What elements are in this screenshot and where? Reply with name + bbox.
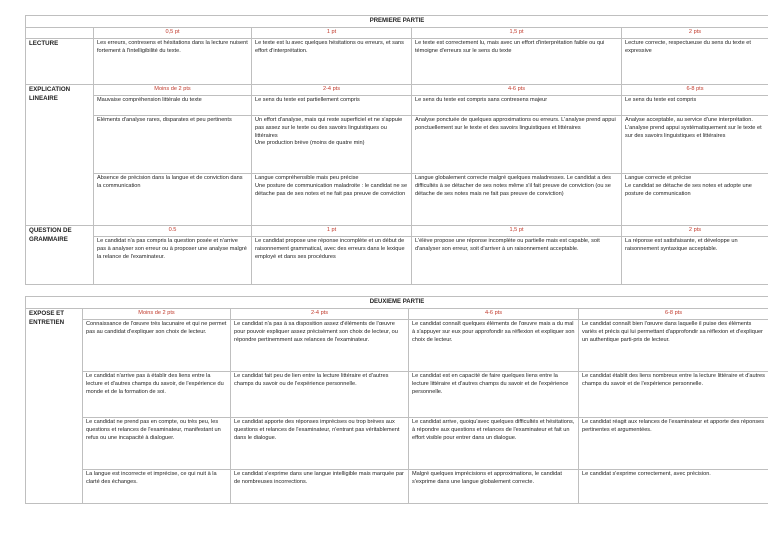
descriptor-cell: Le candidat propose une réponse incomplète et un début de raisonnement grammatical, avec des erreurs dans le lexique employé et dans ses procédures xyxy=(252,237,412,285)
descriptor-cell: Eléments d'analyse rares, disparates et peu pertinents xyxy=(94,116,252,174)
descriptor-cell: Analyse acceptable, au service d'une interprétation. L'analyse prend appui systématiquement sur le texte et sur des savoirs linguistiques et littéraires xyxy=(622,116,768,174)
descriptor-cell: Connaissance de l'œuvre très lacunaire et qui ne permet pas au candidat d'expliquer son choix de lecteur. xyxy=(83,320,231,372)
points-cell: 1 pt xyxy=(252,226,412,237)
descriptor-cell: Analyse ponctuée de quelques approximations ou erreurs. L'analyse prend appui ponctuellement sur le texte et des savoirs linguistiques et littéraires xyxy=(412,116,622,174)
points-cell: 0,5 pt xyxy=(94,28,252,39)
descriptor-cell: Le texte est lu avec quelques hésitations ou erreurs, et sans effort d'interprétation. xyxy=(252,39,412,85)
descriptor-cell: L'élève propose une réponse incomplète ou partielle mais est capable, soit d'analyser son erreur, soit d'arriver à un raisonnement acceptable. xyxy=(412,237,622,285)
points-cell: 1,5 pt xyxy=(412,28,622,39)
part2-title: DEUXIEME PARTIE xyxy=(26,297,768,309)
points-cell: 6-8 pts xyxy=(579,309,768,320)
descriptor-cell: Le candidat n'a pas compris la question posée et n'arrive pas à analyser son erreur ou à proposer une analyse malgré la relance de l'examinateur. xyxy=(94,237,252,285)
descriptor-cell: Le sens du texte est compris xyxy=(622,96,768,116)
points-cell: 1 pt xyxy=(252,28,412,39)
points-cell: 2 pts xyxy=(622,226,768,237)
descriptor-cell: Le candidat n'a pas à sa disposition assez d'éléments de l'œuvre pour pouvoir expliquer assez précisément son choix de lecteur, ou répondre pertinemment aux relances de l'examinateur. xyxy=(231,320,409,372)
descriptor-cell: Le candidat apporte des réponses imprécises ou trop brèves aux questions et relances de l'examinateur, n'entrant pas véritablement dans le dialogue. xyxy=(231,418,409,470)
descriptor-cell: Le candidat arrive, quoiqu'avec quelques difficultés et hésitations, à répondre aux questions et relances de l'examinateur et fait un effort visible pour entrer dans un dialogue. xyxy=(409,418,579,470)
descriptor-cell: Le candidat est en capacité de faire quelques liens entre la lecture littéraire et d'autres champs du savoir et de l'expérience personnelle. xyxy=(409,372,579,418)
descriptor-cell: Le candidat s'exprime correctement, avec précision. xyxy=(579,470,768,504)
descriptor-cell: Les erreurs, contresens et hésitations dans la lecture nuisent fortement à l'intelligibilité du texte. xyxy=(94,39,252,85)
descriptor-cell: Le candidat réagit aux relances de l'examinateur et apporte des réponses pertinentes et argumentées. xyxy=(579,418,768,470)
descriptor-cell: Le candidat n'arrive pas à établir des liens entre la lecture et d'autres champs du savoir, de l'expérience du monde et de la formation de soi. xyxy=(83,372,231,418)
points-cell: Moins de 2 pts xyxy=(94,85,252,96)
descriptor-cell: Le candidat établit des liens nombreux entre la lecture littéraire et d'autres champs du savoir et de l'expérience personnelle. xyxy=(579,372,768,418)
descriptor-cell: La réponse est satisfaisante, et développe un raisonnement syntaxique acceptable. xyxy=(622,237,768,285)
points-cell: 0.5 xyxy=(94,226,252,237)
part1-title: PREMIERE PARTIE xyxy=(26,16,768,28)
descriptor-cell: Le sens du texte est compris sans contresens majeur xyxy=(412,96,622,116)
descriptor-cell: Le candidat fait peu de lien entre la lecture littéraire et d'autres champs du savoir ou de l'expérience personnelle. xyxy=(231,372,409,418)
descriptor-cell: Lecture correcte, respectueuse du sens du texte et expressive xyxy=(622,39,768,85)
criterion-explication: EXPLICATION LINEAIRE xyxy=(26,85,94,226)
descriptor-cell: Un effort d'analyse, mais qui reste superficiel et ne s'appuie pas assez sur le texte ou des savoirs linguistiques ou littéraires Une production brève (moins de quatre min) xyxy=(252,116,412,174)
points-cell: 4-6 pts xyxy=(412,85,622,96)
descriptor-cell: Langue correcte et précise Le candidat se détache de ses notes et adopte une posture de communication xyxy=(622,174,768,226)
descriptor-cell: Malgré quelques imprécisions et approximations, le candidat s'exprime dans une langue globalement correcte. xyxy=(409,470,579,504)
descriptor-cell: Absence de précision dans la langue et de conviction dans la communication xyxy=(94,174,252,226)
points-cell: 2-4 pts xyxy=(231,309,409,320)
criterion-grammaire: QUESTION DE GRAMMAIRE xyxy=(26,226,94,285)
descriptor-cell: Langue compréhensible mais peu précise Une posture de communication maladroite : le candidat ne se détache pas de ses notes et ne fait pas preuve de conviction xyxy=(252,174,412,226)
descriptor-cell: Le candidat connaît quelques éléments de l'œuvre mais a du mal à s'appuyer sur eux pour approfondir sa réflexion et expliquer son choix de lecteur. xyxy=(409,320,579,372)
points-cell: 2 pts xyxy=(622,28,768,39)
points-cell: Moins de 2 pts xyxy=(83,309,231,320)
points-cell: 4-6 pts xyxy=(409,309,579,320)
part1-grid xyxy=(25,15,768,285)
descriptor-cell: Le texte est correctement lu, mais avec un effort d'interprétation faible ou qui témoigne d'erreurs sur le sens du texte xyxy=(412,39,622,85)
descriptor-cell: Mauvaise compréhension littérale du texte xyxy=(94,96,252,116)
criterion-expose: EXPOSE ET ENTRETIEN xyxy=(26,309,83,504)
points-cell: 1,5 pt xyxy=(412,226,622,237)
descriptor-cell: Le candidat ne prend pas en compte, ou très peu, les questions et relances de l'examinateur, manifestant un refus ou une incapacité à dialoguer. xyxy=(83,418,231,470)
points-cell: 2-4 pts xyxy=(252,85,412,96)
descriptor-cell: Le sens du texte est partiellement compris xyxy=(252,96,412,116)
descriptor-cell: Le candidat connaît bien l'œuvre dans laquelle il puise des éléments variés et précis qui lui permettant d'approfondir sa réflexion et d'expliquer un authentique parti-pris de lecteur. xyxy=(579,320,768,372)
criterion-lecture: LECTURE xyxy=(26,39,94,85)
descriptor-cell: Le candidat s'exprime dans une langue intelligible mais marquée par de nombreuses incorrections. xyxy=(231,470,409,504)
part2-grid xyxy=(25,296,768,504)
descriptor-cell: La langue est incorrecte et imprécise, ce qui nuit à la clarté des échanges. xyxy=(83,470,231,504)
points-cell: 6-8 pts xyxy=(622,85,768,96)
descriptor-cell: Langue globalement correcte malgré quelques maladresses. Le candidat a des difficultés à se détacher de ses notes même s'il fait preuve de conviction (ou se détache de ses notes mais ne fait pas preuve de conviction) xyxy=(412,174,622,226)
